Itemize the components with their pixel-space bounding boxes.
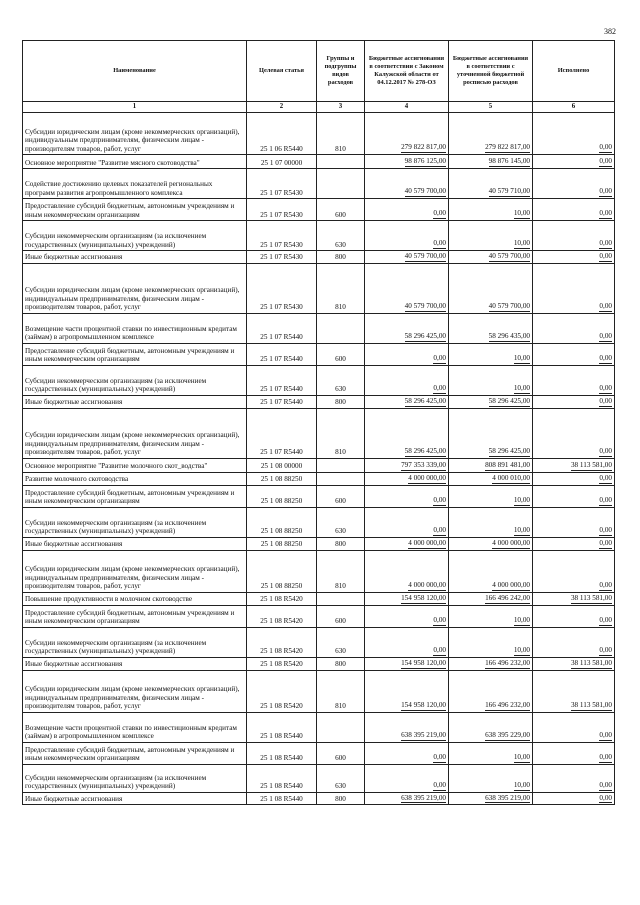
amount-value: 38 113 581,00 bbox=[570, 460, 612, 469]
row-executed-amount-cell bbox=[533, 395, 615, 408]
row-target-article-cell: 25 1 07 R5430 bbox=[247, 221, 317, 251]
row-law-amount-cell bbox=[365, 458, 449, 472]
row-executed-amount-cell bbox=[533, 365, 615, 395]
header-executed: Исполнено bbox=[533, 41, 615, 102]
amount-value: 0,00 bbox=[599, 354, 612, 363]
row-refined-amount-cell bbox=[449, 764, 533, 792]
row-law-amount-cell bbox=[365, 550, 449, 592]
row-expense-group-cell bbox=[317, 155, 365, 169]
amount-value: 10,00 bbox=[513, 645, 530, 654]
row-target-article-cell: 25 1 07 R5440 bbox=[247, 313, 317, 343]
row-expense-group-cell: 630 bbox=[317, 221, 365, 251]
column-number: 3 bbox=[317, 102, 365, 113]
amount-value: 279 822 817,00 bbox=[485, 143, 530, 152]
amount-value: 40 579 700,00 bbox=[404, 252, 446, 261]
header-refined-allocations: Бюджетные ассигнования в соответствии с уточненной бюджетной росписью расходов bbox=[449, 41, 533, 102]
row-name-cell: Субсидии некоммерческим организациям (за исключением государственных (муниципальных) учреждений) bbox=[23, 627, 247, 657]
amount-value: 0,00 bbox=[599, 473, 612, 482]
column-number: 5 bbox=[449, 102, 533, 113]
table-body bbox=[23, 113, 615, 805]
header-name: Наименование bbox=[23, 41, 247, 102]
row-refined-amount-cell bbox=[449, 485, 533, 507]
amount-value: 40 579 700,00 bbox=[404, 302, 446, 311]
amount-value: 58 296 425,00 bbox=[404, 332, 446, 341]
table-row bbox=[23, 169, 615, 199]
row-name-cell: Субсидии некоммерческим организациям (за исключением государственных (муниципальных) учреждений) bbox=[23, 221, 247, 251]
amount-value: 0,00 bbox=[599, 209, 612, 218]
row-executed-amount-cell bbox=[533, 221, 615, 251]
row-refined-amount-cell bbox=[449, 458, 533, 472]
row-expense-group-cell: 600 bbox=[317, 742, 365, 764]
table-row bbox=[23, 550, 615, 592]
amount-value: 154 958 120,00 bbox=[401, 658, 446, 667]
row-expense-group-cell bbox=[317, 169, 365, 199]
amount-value: 0,00 bbox=[433, 384, 446, 393]
row-name-cell: Субсидии юридическим лицам (кроме некоммерческих организаций), индивидуальным предпринимателям, физическим лицам - производителям товаров, работ, услуг bbox=[23, 670, 247, 712]
table-row bbox=[23, 408, 615, 458]
row-target-article-cell: 25 1 07 R5430 bbox=[247, 251, 317, 264]
amount-value: 10,00 bbox=[513, 384, 530, 393]
row-executed-amount-cell bbox=[533, 169, 615, 199]
row-target-article-cell: 25 1 07 R5440 bbox=[247, 365, 317, 395]
row-law-amount-cell bbox=[365, 764, 449, 792]
row-law-amount-cell bbox=[365, 485, 449, 507]
amount-value: 0,00 bbox=[599, 302, 612, 311]
row-expense-group-cell: 810 bbox=[317, 263, 365, 313]
amount-value: 0,00 bbox=[599, 446, 612, 455]
row-executed-amount-cell bbox=[533, 657, 615, 670]
amount-value: 10,00 bbox=[513, 525, 530, 534]
table-row bbox=[23, 113, 615, 155]
table-row bbox=[23, 485, 615, 507]
row-executed-amount-cell bbox=[533, 472, 615, 485]
row-executed-amount-cell bbox=[533, 764, 615, 792]
row-target-article-cell: 25 1 08 R5420 bbox=[247, 670, 317, 712]
row-law-amount-cell bbox=[365, 408, 449, 458]
amount-value: 0,00 bbox=[599, 752, 612, 761]
amount-value: 58 296 425,00 bbox=[404, 446, 446, 455]
row-target-article-cell: 25 1 08 R5440 bbox=[247, 764, 317, 792]
amount-value: 0,00 bbox=[433, 645, 446, 654]
row-refined-amount-cell bbox=[449, 343, 533, 365]
header-row bbox=[23, 41, 615, 102]
amount-value: 166 496 232,00 bbox=[485, 700, 530, 709]
row-executed-amount-cell bbox=[533, 537, 615, 550]
row-executed-amount-cell bbox=[533, 263, 615, 313]
row-law-amount-cell bbox=[365, 221, 449, 251]
row-law-amount-cell bbox=[365, 605, 449, 627]
table-row bbox=[23, 670, 615, 712]
column-number-row bbox=[23, 102, 615, 113]
table-row bbox=[23, 251, 615, 264]
table-row bbox=[23, 155, 615, 169]
row-target-article-cell: 25 1 08 R5440 bbox=[247, 742, 317, 764]
row-law-amount-cell bbox=[365, 313, 449, 343]
amount-value: 10,00 bbox=[513, 752, 530, 761]
amount-value: 0,00 bbox=[599, 615, 612, 624]
amount-value: 154 958 120,00 bbox=[401, 700, 446, 709]
amount-value: 0,00 bbox=[433, 239, 446, 248]
row-expense-group-cell: 630 bbox=[317, 507, 365, 537]
table-row bbox=[23, 221, 615, 251]
row-refined-amount-cell bbox=[449, 263, 533, 313]
row-name-cell: Субсидии юридическим лицам (кроме некоммерческих организаций), индивидуальным предпринимателям, физическим лицам - производителям товаров, работ, услуг bbox=[23, 113, 247, 155]
amount-value: 58 296 425,00 bbox=[488, 396, 530, 405]
row-refined-amount-cell bbox=[449, 251, 533, 264]
row-refined-amount-cell bbox=[449, 605, 533, 627]
amount-value: 166 496 232,00 bbox=[485, 658, 530, 667]
row-target-article-cell: 25 1 08 88250 bbox=[247, 472, 317, 485]
amount-value: 0,00 bbox=[599, 143, 612, 152]
row-name-cell: Предоставление субсидий бюджетным, автономным учреждениям и иным некоммерческим организациям bbox=[23, 199, 247, 221]
amount-value: 279 822 817,00 bbox=[401, 143, 446, 152]
row-expense-group-cell: 800 bbox=[317, 251, 365, 264]
amount-value: 0,00 bbox=[433, 615, 446, 624]
table-row bbox=[23, 507, 615, 537]
row-expense-group-cell: 810 bbox=[317, 670, 365, 712]
row-refined-amount-cell bbox=[449, 169, 533, 199]
amount-value: 0,00 bbox=[433, 780, 446, 789]
amount-value: 0,00 bbox=[433, 752, 446, 761]
row-name-cell: Иные бюджетные ассигнования bbox=[23, 395, 247, 408]
table-row bbox=[23, 605, 615, 627]
row-law-amount-cell bbox=[365, 169, 449, 199]
row-executed-amount-cell bbox=[533, 712, 615, 742]
amount-value: 638 395 229,00 bbox=[485, 730, 530, 739]
amount-value: 797 353 339,00 bbox=[401, 460, 446, 469]
row-refined-amount-cell bbox=[449, 592, 533, 605]
table-row bbox=[23, 537, 615, 550]
amount-value: 98 876 125,00 bbox=[404, 157, 446, 166]
row-target-article-cell: 25 1 07 R5430 bbox=[247, 199, 317, 221]
row-executed-amount-cell bbox=[533, 313, 615, 343]
row-refined-amount-cell bbox=[449, 742, 533, 764]
column-number: 2 bbox=[247, 102, 317, 113]
amount-value: 0,00 bbox=[599, 525, 612, 534]
row-name-cell: Предоставление субсидий бюджетным, автономным учреждениям и иным некоммерческим организациям bbox=[23, 485, 247, 507]
amount-value: 38 113 581,00 bbox=[570, 658, 612, 667]
row-executed-amount-cell bbox=[533, 592, 615, 605]
row-name-cell: Предоставление субсидий бюджетным, автономным учреждениям и иным некоммерческим организациям bbox=[23, 742, 247, 764]
row-expense-group-cell bbox=[317, 712, 365, 742]
budget-table bbox=[22, 40, 615, 805]
table-row bbox=[23, 592, 615, 605]
row-name-cell: Возмещение части процентной ставки по инвестиционным кредитам (займам) в агропромышленном комплексе bbox=[23, 712, 247, 742]
row-expense-group-cell bbox=[317, 472, 365, 485]
amount-value: 0,00 bbox=[599, 252, 612, 261]
row-executed-amount-cell bbox=[533, 627, 615, 657]
row-target-article-cell: 25 1 07 00000 bbox=[247, 155, 317, 169]
row-expense-group-cell bbox=[317, 313, 365, 343]
row-name-cell: Возмещение части процентной ставки по инвестиционным кредитам (займам) в агропромышленном комплексе bbox=[23, 313, 247, 343]
row-law-amount-cell bbox=[365, 343, 449, 365]
row-law-amount-cell bbox=[365, 670, 449, 712]
row-name-cell: Субсидии юридическим лицам (кроме некоммерческих организаций), индивидуальным предпринимателям, физическим лицам - производителям товаров, работ, услуг bbox=[23, 263, 247, 313]
row-expense-group-cell bbox=[317, 458, 365, 472]
amount-value: 4 000 000,00 bbox=[408, 538, 446, 547]
row-executed-amount-cell bbox=[533, 113, 615, 155]
column-number: 6 bbox=[533, 102, 615, 113]
row-expense-group-cell: 600 bbox=[317, 605, 365, 627]
row-refined-amount-cell bbox=[449, 657, 533, 670]
table-row bbox=[23, 343, 615, 365]
table-row bbox=[23, 458, 615, 472]
row-refined-amount-cell bbox=[449, 365, 533, 395]
column-number: 1 bbox=[23, 102, 247, 113]
row-target-article-cell: 25 1 08 R5440 bbox=[247, 792, 317, 805]
row-refined-amount-cell bbox=[449, 199, 533, 221]
row-executed-amount-cell bbox=[533, 670, 615, 712]
row-law-amount-cell bbox=[365, 537, 449, 550]
row-name-cell: Основное мероприятие "Развитие молочного скот_водства" bbox=[23, 458, 247, 472]
table-row bbox=[23, 764, 615, 792]
row-executed-amount-cell bbox=[533, 155, 615, 169]
page-number: 382 bbox=[604, 27, 616, 36]
amount-value: 58 296 425,00 bbox=[488, 446, 530, 455]
table-row bbox=[23, 472, 615, 485]
row-law-amount-cell bbox=[365, 155, 449, 169]
amount-value: 58 296 425,00 bbox=[404, 396, 446, 405]
row-expense-group-cell: 600 bbox=[317, 199, 365, 221]
amount-value: 0,00 bbox=[599, 645, 612, 654]
amount-value: 40 579 700,00 bbox=[404, 187, 446, 196]
amount-value: 0,00 bbox=[599, 580, 612, 589]
row-name-cell: Иные бюджетные ассигнования bbox=[23, 537, 247, 550]
amount-value: 0,00 bbox=[599, 384, 612, 393]
amount-value: 10,00 bbox=[513, 780, 530, 789]
amount-value: 0,00 bbox=[599, 332, 612, 341]
row-refined-amount-cell bbox=[449, 113, 533, 155]
amount-value: 0,00 bbox=[599, 730, 612, 739]
table-row bbox=[23, 365, 615, 395]
row-name-cell: Иные бюджетные ассигнования bbox=[23, 251, 247, 264]
row-refined-amount-cell bbox=[449, 627, 533, 657]
row-name-cell: Иные бюджетные ассигнования bbox=[23, 792, 247, 805]
row-name-cell: Содействие достижению целевых показателей региональных программ развития агропромышленного комплекса bbox=[23, 169, 247, 199]
table-row bbox=[23, 313, 615, 343]
row-law-amount-cell bbox=[365, 507, 449, 537]
row-target-article-cell: 25 1 07 R5440 bbox=[247, 408, 317, 458]
amount-value: 38 113 581,00 bbox=[570, 593, 612, 602]
row-refined-amount-cell bbox=[449, 537, 533, 550]
row-expense-group-cell: 800 bbox=[317, 792, 365, 805]
row-refined-amount-cell bbox=[449, 155, 533, 169]
row-name-cell: Субсидии юридическим лицам (кроме некоммерческих организаций), индивидуальным предпринимателям, физическим лицам - производителям товаров, работ, услуг bbox=[23, 408, 247, 458]
row-target-article-cell: 25 1 07 R5440 bbox=[247, 395, 317, 408]
amount-value: 0,00 bbox=[433, 354, 446, 363]
amount-value: 40 579 700,00 bbox=[488, 302, 530, 311]
amount-value: 0,00 bbox=[433, 209, 446, 218]
amount-value: 4 000 000,00 bbox=[492, 538, 530, 547]
table-row bbox=[23, 742, 615, 764]
row-refined-amount-cell bbox=[449, 472, 533, 485]
amount-value: 808 891 481,00 bbox=[485, 460, 530, 469]
row-name-cell: Субсидии некоммерческим организациям (за исключением государственных (муниципальных) учреждений) bbox=[23, 507, 247, 537]
table-row bbox=[23, 263, 615, 313]
amount-value: 0,00 bbox=[599, 793, 612, 802]
row-name-cell: Субсидии юридическим лицам (кроме некоммерческих организаций), индивидуальным предпринимателям, физическим лицам - производителям товаров, работ, услуг bbox=[23, 550, 247, 592]
row-law-amount-cell bbox=[365, 627, 449, 657]
header-law-allocations: Бюджетные ассигнования в соответствии с Законом Калужской области от 04.12.2017 № 278-ОЗ bbox=[365, 41, 449, 102]
row-law-amount-cell bbox=[365, 199, 449, 221]
header-expense-groups: Группы и подгруппы видов расходов bbox=[317, 41, 365, 102]
table-row bbox=[23, 395, 615, 408]
amount-value: 10,00 bbox=[513, 495, 530, 504]
row-target-article-cell: 25 1 07 R5440 bbox=[247, 343, 317, 365]
row-law-amount-cell bbox=[365, 592, 449, 605]
row-law-amount-cell bbox=[365, 263, 449, 313]
amount-value: 4 000 000,00 bbox=[492, 580, 530, 589]
row-executed-amount-cell bbox=[533, 408, 615, 458]
column-number: 4 bbox=[365, 102, 449, 113]
amount-value: 0,00 bbox=[599, 396, 612, 405]
row-target-article-cell: 25 1 08 88250 bbox=[247, 537, 317, 550]
amount-value: 638 395 219,00 bbox=[401, 793, 446, 802]
row-refined-amount-cell bbox=[449, 550, 533, 592]
amount-value: 0,00 bbox=[599, 187, 612, 196]
row-refined-amount-cell bbox=[449, 792, 533, 805]
row-name-cell: Основное мероприятие "Развитие мясного скотоводства" bbox=[23, 155, 247, 169]
amount-value: 0,00 bbox=[433, 495, 446, 504]
amount-value: 166 496 242,00 bbox=[485, 593, 530, 602]
amount-value: 0,00 bbox=[433, 525, 446, 534]
row-expense-group-cell: 800 bbox=[317, 537, 365, 550]
row-executed-amount-cell bbox=[533, 792, 615, 805]
amount-value: 638 395 219,00 bbox=[401, 730, 446, 739]
row-name-cell: Предоставление субсидий бюджетным, автономным учреждениям и иным некоммерческим организациям bbox=[23, 343, 247, 365]
amount-value: 154 958 120,00 bbox=[401, 593, 446, 602]
row-target-article-cell: 25 1 08 00000 bbox=[247, 458, 317, 472]
row-executed-amount-cell bbox=[533, 742, 615, 764]
amount-value: 638 395 219,00 bbox=[485, 793, 530, 802]
row-target-article-cell: 25 1 08 R5420 bbox=[247, 592, 317, 605]
row-target-article-cell: 25 1 07 R5430 bbox=[247, 263, 317, 313]
table-row bbox=[23, 792, 615, 805]
amount-value: 40 579 700,00 bbox=[488, 252, 530, 261]
row-executed-amount-cell bbox=[533, 550, 615, 592]
row-target-article-cell: 25 1 08 R5420 bbox=[247, 605, 317, 627]
row-target-article-cell: 25 1 08 88250 bbox=[247, 485, 317, 507]
table-row bbox=[23, 199, 615, 221]
amount-value: 10,00 bbox=[513, 239, 530, 248]
table-row bbox=[23, 627, 615, 657]
row-name-cell: Субсидии некоммерческим организациям (за исключением государственных (муниципальных) учреждений) bbox=[23, 365, 247, 395]
row-target-article-cell: 25 1 08 R5440 bbox=[247, 712, 317, 742]
row-executed-amount-cell bbox=[533, 605, 615, 627]
row-expense-group-cell: 800 bbox=[317, 657, 365, 670]
row-expense-group-cell: 630 bbox=[317, 365, 365, 395]
row-name-cell: Иные бюджетные ассигнования bbox=[23, 657, 247, 670]
row-executed-amount-cell bbox=[533, 507, 615, 537]
row-expense-group-cell bbox=[317, 592, 365, 605]
row-refined-amount-cell bbox=[449, 670, 533, 712]
row-expense-group-cell: 600 bbox=[317, 343, 365, 365]
row-law-amount-cell bbox=[365, 792, 449, 805]
row-executed-amount-cell bbox=[533, 251, 615, 264]
amount-value: 4 000 000,00 bbox=[408, 580, 446, 589]
row-target-article-cell: 25 1 08 R5420 bbox=[247, 627, 317, 657]
header-target-article: Целевая статья bbox=[247, 41, 317, 102]
row-name-cell: Развитие молочного скотоводства bbox=[23, 472, 247, 485]
amount-value: 0,00 bbox=[599, 495, 612, 504]
amount-value: 0,00 bbox=[599, 157, 612, 166]
row-name-cell: Субсидии некоммерческим организациям (за исключением государственных (муниципальных) учреждений) bbox=[23, 764, 247, 792]
amount-value: 0,00 bbox=[599, 538, 612, 547]
amount-value: 0,00 bbox=[599, 780, 612, 789]
row-law-amount-cell bbox=[365, 395, 449, 408]
row-target-article-cell: 25 1 06 R5440 bbox=[247, 113, 317, 155]
row-refined-amount-cell bbox=[449, 507, 533, 537]
row-name-cell: Предоставление субсидий бюджетным, автономным учреждениям и иным некоммерческим организациям bbox=[23, 605, 247, 627]
row-target-article-cell: 25 1 08 88250 bbox=[247, 507, 317, 537]
row-expense-group-cell: 810 bbox=[317, 408, 365, 458]
amount-value: 0,00 bbox=[599, 239, 612, 248]
amount-value: 4 000 000,00 bbox=[408, 473, 446, 482]
amount-value: 38 113 581,00 bbox=[570, 700, 612, 709]
row-refined-amount-cell bbox=[449, 313, 533, 343]
amount-value: 10,00 bbox=[513, 615, 530, 624]
amount-value: 40 579 710,00 bbox=[488, 187, 530, 196]
row-refined-amount-cell bbox=[449, 712, 533, 742]
row-refined-amount-cell bbox=[449, 395, 533, 408]
row-executed-amount-cell bbox=[533, 199, 615, 221]
amount-value: 58 296 435,00 bbox=[488, 332, 530, 341]
row-expense-group-cell: 600 bbox=[317, 485, 365, 507]
row-target-article-cell: 25 1 08 R5420 bbox=[247, 657, 317, 670]
row-name-cell: Повышение продуктивности в молочном скотоводстве bbox=[23, 592, 247, 605]
row-expense-group-cell: 630 bbox=[317, 627, 365, 657]
row-target-article-cell: 25 1 08 88250 bbox=[247, 550, 317, 592]
row-law-amount-cell bbox=[365, 365, 449, 395]
row-refined-amount-cell bbox=[449, 408, 533, 458]
row-refined-amount-cell bbox=[449, 221, 533, 251]
row-law-amount-cell bbox=[365, 251, 449, 264]
row-expense-group-cell: 810 bbox=[317, 113, 365, 155]
table-row bbox=[23, 657, 615, 670]
row-law-amount-cell bbox=[365, 712, 449, 742]
row-executed-amount-cell bbox=[533, 485, 615, 507]
amount-value: 10,00 bbox=[513, 354, 530, 363]
amount-value: 4 000 010,00 bbox=[492, 473, 530, 482]
row-law-amount-cell bbox=[365, 113, 449, 155]
row-executed-amount-cell bbox=[533, 343, 615, 365]
row-target-article-cell: 25 1 07 R5430 bbox=[247, 169, 317, 199]
row-expense-group-cell: 800 bbox=[317, 395, 365, 408]
row-executed-amount-cell bbox=[533, 458, 615, 472]
row-law-amount-cell bbox=[365, 742, 449, 764]
row-law-amount-cell bbox=[365, 657, 449, 670]
amount-value: 10,00 bbox=[513, 209, 530, 218]
row-law-amount-cell bbox=[365, 472, 449, 485]
table-row bbox=[23, 712, 615, 742]
row-expense-group-cell: 810 bbox=[317, 550, 365, 592]
amount-value: 98 876 145,00 bbox=[488, 157, 530, 166]
row-expense-group-cell: 630 bbox=[317, 764, 365, 792]
